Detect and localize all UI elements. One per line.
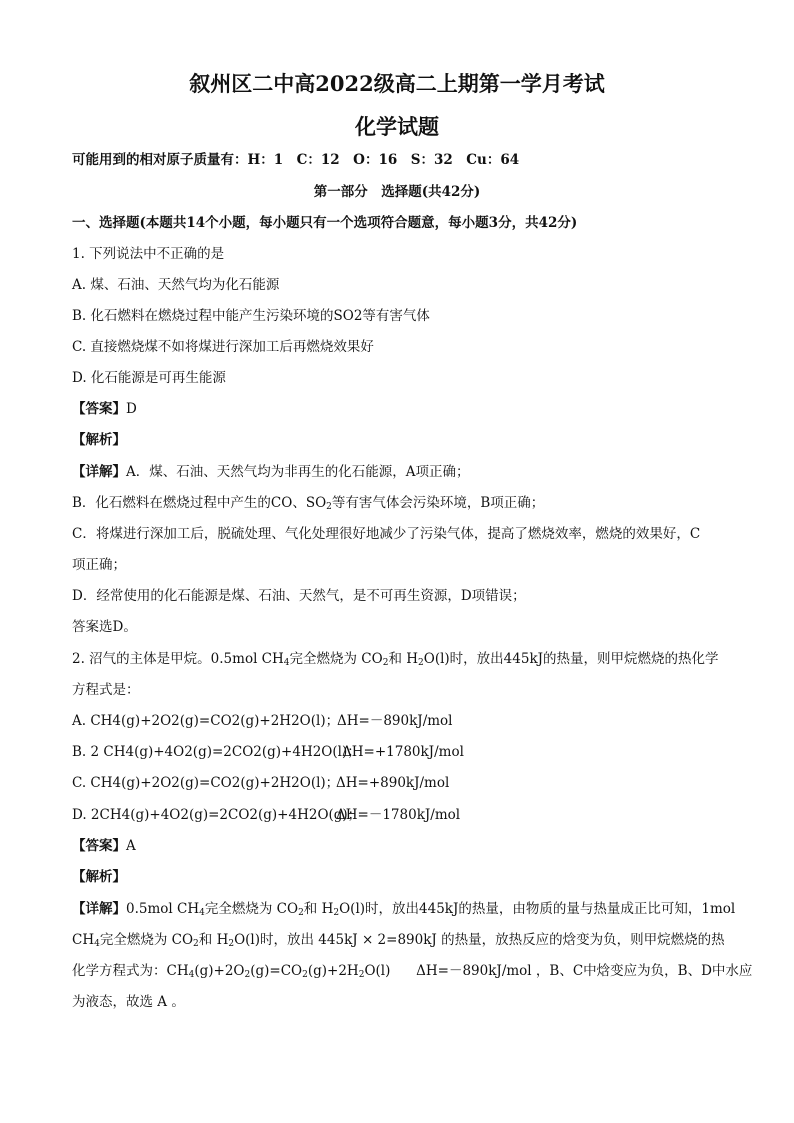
q1-answer xyxy=(72,399,724,419)
exam-title: 叙州区二中高2022级高二上期第一学月考试 xyxy=(189,71,605,96)
q2-detail-line1: 【详解】0.5mol $CH_4$完全燃烧为 $CO_2$和 $H_2O(l)$时，放出445kJ的热量，由物质的量与热量成正比可知，1mol xyxy=(72,901,736,918)
q1-option-d: D. 化石能源是可再生能源 xyxy=(72,370,226,386)
q2-option-d-dh: ΔH=－1780kJ/mol xyxy=(336,807,461,823)
q2-detail-line3: 化学方程式为：$CH_4(g)+2O_2(g)=CO_2(g)+2H_2O(l)$ ΔH=－890kJ/mol ，B、C中焓变应为负，B、D中水应 xyxy=(72,963,753,980)
q2-stem: 2. 沼气的主体是甲烷。0.5mol $CH_4$完全燃烧为 $CO_2$和 $H_2O(l)$时，放出445kJ的热量，则甲烷燃烧的热化学 xyxy=(72,651,719,668)
q2-option-a-dh: ΔH=－890kJ/mol xyxy=(337,713,453,729)
q1-detail-c: C．将煤进行深加工后，脱硫处理、气化处理很好地减少了污染气体，提高了燃烧效率，燃烧的效果好，C xyxy=(72,526,701,542)
detail-tag: 【详解】 xyxy=(72,901,126,917)
answer-tag: 【答案】 xyxy=(72,401,126,417)
q1-detail-b: B．化石燃料在燃烧过程中产生的CO、$SO_2$等有害气体会污染环境，B项正确； xyxy=(72,495,545,512)
q1-option-b: B. 化石燃料在燃烧过程中能产生污染环境的SO2等有害气体 xyxy=(72,308,430,324)
q2-answer xyxy=(72,836,724,856)
q2-stem-cont: 方程式是： xyxy=(72,682,140,698)
detail-tag: 【详解】 xyxy=(72,464,126,480)
q2-option-b-dh: ΔH=+1780kJ/mol xyxy=(342,744,464,760)
q2-option-a xyxy=(72,711,724,731)
q1-detail-c-cont: 项正确； xyxy=(72,557,126,573)
answer-value: A xyxy=(126,838,136,854)
subject-title: 化学试题 xyxy=(355,114,439,139)
answer-value: D xyxy=(126,401,137,417)
q2-option-d xyxy=(72,805,724,825)
section-one-heading: 一、选择题(本题共14个小题，每小题只有一个选项符合题意，每小题3分，共42分) xyxy=(72,215,578,231)
q2-option-b xyxy=(72,742,724,762)
part-one-heading: 第一部分 选择题(共42分) xyxy=(313,184,481,200)
q2-option-c xyxy=(72,773,724,793)
atomic-masses: 可能用到的相对原子质量有：H：1 C：12 O：16 S：32 Cu：64 xyxy=(72,152,520,168)
q2-detail-line2: $CH_4$完全燃烧为 $CO_2$和 $H_2O(l)$时，放出 445kJ × 2=890kJ 的热量，放热反应的焓变为负，则甲烷燃烧的热 xyxy=(72,932,725,949)
q1-option-a: A. 煤、石油、天然气均为化石能源 xyxy=(72,277,280,293)
q1-conclusion: 答案选D。 xyxy=(72,619,137,635)
q1-stem: 1. 下列说法中不正确的是 xyxy=(72,246,225,262)
q2-option-c-eq: C. CH4(g)+2O2(g)=CO2(g)+2H2O(l)； xyxy=(72,775,340,791)
q2-analysis-tag: 【解析】 xyxy=(72,869,126,885)
q2-option-b-eq: B. 2 CH4(g)+4O2(g)=2CO2(g)+4H2O(l)； xyxy=(72,744,361,760)
q1-detail-d: D．经常使用的化石能源是煤、石油、天然气，是不可再生资源，D项错误； xyxy=(72,588,526,604)
q1-detail-a: 【详解】A．煤、石油、天然气均为非再生的化石能源，A项正确； xyxy=(72,464,470,480)
q2-detail-line4: 为液态，故选 A 。 xyxy=(72,994,185,1010)
q2-option-c-dh: ΔH=+890kJ/mol xyxy=(336,775,450,791)
q2-option-d-eq: D. 2CH4(g)+4O2(g)=2CO2(g)+4H2O(g)； xyxy=(72,807,362,823)
answer-tag: 【答案】 xyxy=(72,838,126,854)
q2-option-a-eq: A. CH4(g)+2O2(g)=CO2(g)+2H2O(l)； xyxy=(72,713,340,729)
q1-option-c: C. 直接燃烧煤不如将煤进行深加工后再燃烧效果好 xyxy=(72,339,374,355)
q1-analysis-tag: 【解析】 xyxy=(72,432,126,448)
